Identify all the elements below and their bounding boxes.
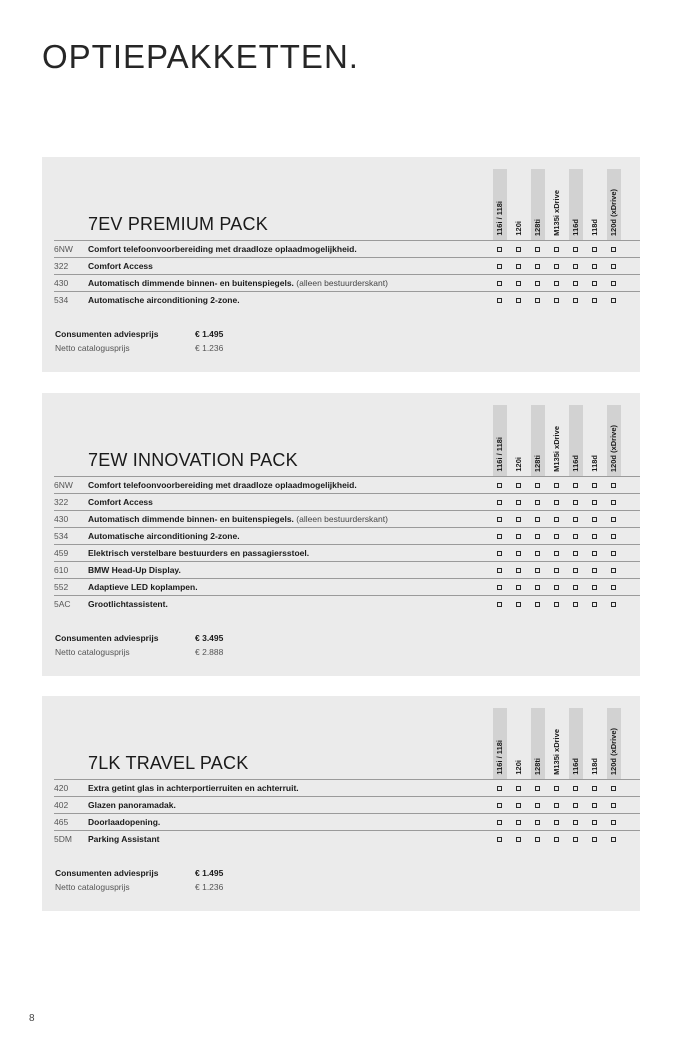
consumer-price-value: € 3.495 [195,633,224,643]
availability-box-116i-118i [497,837,502,842]
availability-box-m135i-xdrive [554,247,559,252]
model-column-120i [512,708,526,779]
availability-box-118d [592,786,597,791]
availability-box-116d [573,264,578,269]
availability-box-118d [592,820,597,825]
availability-box-118d [592,247,597,252]
availability-box-120d-xdrive [611,803,616,808]
option-description [88,582,198,592]
availability-box-120d-xdrive [611,298,616,303]
model-label: 116i / 118i [495,437,504,472]
model-column-116i-118i [493,405,507,476]
availability-box-116d [573,803,578,808]
net-price-label: Netto catalogusprijs [55,343,130,353]
option-code: 6NW [54,480,73,490]
model-column-128ti [531,708,545,779]
option-description-text: Adaptieve LED koplampen. [88,582,198,592]
availability-box-120d-xdrive [611,551,616,556]
availability-box-118d [592,551,597,556]
option-description-text: Comfort telefoonvoorbereiding met draadloze oplaadmogelijkheid. [88,244,357,254]
option-description [88,295,240,305]
option-code: 402 [54,800,69,810]
availability-box-116d [573,602,578,607]
availability-box-118d [592,264,597,269]
option-code: 552 [54,582,69,592]
option-code: 534 [54,295,69,305]
model-label: 120d (xDrive) [609,424,618,472]
availability-box-116i-118i [497,298,502,303]
availability-box-120i [516,517,521,522]
option-description [88,497,153,507]
availability-box-116i-118i [497,568,502,573]
consumer-price-label: Consumenten adviesprijs [55,633,159,643]
availability-box-m135i-xdrive [554,517,559,522]
pack-title: 7LK TRAVEL PACK [88,753,249,773]
option-description-text: Automatisch dimmende binnen- en buitenspiegels. [88,514,294,524]
option-row [54,527,640,544]
option-description [88,244,357,254]
option-description [88,531,240,541]
availability-box-120d-xdrive [611,247,616,252]
availability-box-m135i-xdrive [554,264,559,269]
availability-box-128ti [535,534,540,539]
option-description [88,278,388,288]
option-row [54,476,640,493]
model-column-116d [569,169,583,240]
net-price-label: Netto catalogusprijs [55,647,130,657]
model-label: M135i xDrive [552,426,561,472]
availability-box-120d-xdrive [611,820,616,825]
option-description-text: Grootlichtassistent. [88,599,168,609]
availability-box-118d [592,517,597,522]
page-title: OPTIEPAKKETTEN. [42,38,359,75]
option-row [54,595,640,612]
consumer-price-label: Consumenten adviesprijs [55,868,159,878]
availability-box-120d-xdrive [611,281,616,286]
availability-box-118d [592,602,597,607]
availability-box-120i [516,483,521,488]
model-label: 118d [590,455,599,472]
option-code: 6NW [54,244,73,254]
availability-box-120i [516,500,521,505]
option-code: 420 [54,783,69,793]
option-description-text: Doorlaadopening. [88,817,161,827]
availability-box-116d [573,298,578,303]
availability-box-116d [573,786,578,791]
availability-box-118d [592,837,597,842]
option-row [54,796,640,813]
availability-box-128ti [535,568,540,573]
availability-box-116d [573,837,578,842]
availability-box-116d [573,568,578,573]
option-description-text: Extra getint glas in achterportierruiten en achterruit. [88,783,299,793]
option-row [54,510,640,527]
availability-box-120i [516,820,521,825]
option-code: 430 [54,514,69,524]
availability-box-118d [592,500,597,505]
option-description-text: Parking Assistant [88,834,160,844]
consumer-price-value: € 1.495 [195,329,224,339]
availability-box-128ti [535,602,540,607]
option-row [54,493,640,510]
availability-box-120i [516,568,521,573]
option-code: 465 [54,817,69,827]
availability-box-116i-118i [497,281,502,286]
availability-box-120d-xdrive [611,568,616,573]
option-code: 459 [54,548,69,558]
model-column-120d-xdrive [607,405,621,476]
model-column-m135i-xdrive [550,708,564,779]
availability-box-120d-xdrive [611,534,616,539]
option-row [54,274,640,291]
availability-box-m135i-xdrive [554,483,559,488]
option-list [54,779,640,847]
availability-box-m135i-xdrive [554,585,559,590]
option-code: 322 [54,497,69,507]
option-description [88,834,160,844]
option-description-text: Automatische airconditioning 2-zone. [88,531,240,541]
model-label: 116i / 118i [495,201,504,236]
page-number: 8 [29,1013,35,1024]
pack-title: 7EV PREMIUM PACK [88,214,268,234]
option-row [54,578,640,595]
availability-box-116i-118i [497,820,502,825]
availability-box-m135i-xdrive [554,281,559,286]
availability-box-120d-xdrive [611,500,616,505]
availability-box-120d-xdrive [611,786,616,791]
option-description [88,599,168,609]
model-column-116i-118i [493,169,507,240]
option-code: 5AC [54,599,71,609]
model-label: 120i [514,457,523,472]
availability-box-116i-118i [497,247,502,252]
availability-box-116i-118i [497,551,502,556]
availability-box-116d [573,534,578,539]
availability-box-116i-118i [497,534,502,539]
availability-box-m135i-xdrive [554,534,559,539]
availability-box-120d-xdrive [611,517,616,522]
option-description-text: Elektrisch verstelbare bestuurders en passagiersstoel. [88,548,310,558]
availability-box-120i [516,837,521,842]
model-label: 120d (xDrive) [609,188,618,236]
consumer-price-label: Consumenten adviesprijs [55,329,159,339]
option-row [54,561,640,578]
availability-box-128ti [535,585,540,590]
availability-box-118d [592,281,597,286]
availability-box-120d-xdrive [611,585,616,590]
option-description-text: Comfort telefoonvoorbereiding met draadloze oplaadmogelijkheid. [88,480,357,490]
availability-box-128ti [535,803,540,808]
availability-box-120d-xdrive [611,837,616,842]
model-label: 128ti [533,757,542,775]
option-description [88,800,176,810]
availability-box-128ti [535,786,540,791]
availability-box-128ti [535,264,540,269]
availability-box-116d [573,281,578,286]
option-list [54,476,640,612]
option-code: 534 [54,531,69,541]
availability-box-128ti [535,500,540,505]
option-row [54,544,640,561]
availability-box-128ti [535,298,540,303]
availability-box-128ti [535,517,540,522]
model-label: 128ti [533,454,542,472]
model-column-120d-xdrive [607,169,621,240]
model-label: 116i / 118i [495,740,504,775]
availability-box-118d [592,568,597,573]
availability-box-116d [573,517,578,522]
model-label: 116d [571,758,580,775]
availability-box-116i-118i [497,264,502,269]
availability-box-116d [573,483,578,488]
option-description-text: Comfort Access [88,497,153,507]
availability-box-116i-118i [497,585,502,590]
net-price-value: € 1.236 [195,882,224,892]
availability-box-118d [592,483,597,488]
availability-box-118d [592,534,597,539]
availability-box-116i-118i [497,602,502,607]
model-column-128ti [531,169,545,240]
option-description-text: Comfort Access [88,261,153,271]
availability-box-118d [592,298,597,303]
availability-box-116i-118i [497,517,502,522]
availability-box-116d [573,551,578,556]
option-row [54,257,640,274]
availability-box-120i [516,534,521,539]
availability-box-118d [592,585,597,590]
model-label: 120i [514,760,523,775]
model-label: 116d [571,219,580,236]
option-note: (alleen bestuurderskant) [296,278,388,288]
availability-box-m135i-xdrive [554,298,559,303]
option-description [88,817,160,827]
availability-box-120i [516,247,521,252]
option-list [54,240,640,308]
availability-box-116d [573,585,578,590]
availability-box-120i [516,264,521,269]
model-label: M135i xDrive [552,190,561,236]
availability-box-120d-xdrive [611,483,616,488]
option-description [88,514,388,524]
option-description [88,548,309,558]
availability-box-128ti [535,483,540,488]
availability-box-m135i-xdrive [554,820,559,825]
availability-box-m135i-xdrive [554,803,559,808]
option-pack-7lk [42,696,640,911]
option-description-text: Automatische airconditioning 2-zone. [88,295,240,305]
option-pack-7ev [42,157,640,372]
option-description [88,565,181,575]
model-column-116i-118i [493,708,507,779]
availability-box-120i [516,551,521,556]
model-column-118d [588,405,602,476]
availability-box-120i [516,585,521,590]
availability-box-m135i-xdrive [554,551,559,556]
availability-box-116i-118i [497,483,502,488]
option-row [54,830,640,847]
net-price-label: Netto catalogusprijs [55,882,130,892]
model-column-120i [512,169,526,240]
option-row [54,291,640,308]
availability-box-m135i-xdrive [554,500,559,505]
net-price-value: € 2.888 [195,647,224,657]
option-row [54,813,640,830]
availability-box-118d [592,803,597,808]
consumer-price-value: € 1.495 [195,868,224,878]
option-description [88,783,299,793]
availability-box-m135i-xdrive [554,568,559,573]
model-label: 128ti [533,218,542,236]
option-code: 430 [54,278,69,288]
option-code: 610 [54,565,69,575]
model-label: 118d [590,219,599,236]
net-price-value: € 1.236 [195,343,224,353]
availability-box-116i-118i [497,803,502,808]
model-label: 116d [571,455,580,472]
option-note: (alleen bestuurderskant) [296,514,388,524]
option-description-text: Automatisch dimmende binnen- en buitenspiegels. [88,278,294,288]
availability-box-120d-xdrive [611,602,616,607]
option-description [88,261,153,271]
model-column-116d [569,708,583,779]
availability-box-120i [516,298,521,303]
option-pack-7ew [42,393,640,676]
model-column-116d [569,405,583,476]
availability-box-128ti [535,837,540,842]
option-description-text: Glazen panoramadak. [88,800,176,810]
availability-box-116i-118i [497,500,502,505]
pack-title: 7EW INNOVATION PACK [88,450,298,470]
availability-box-128ti [535,551,540,556]
availability-box-120i [516,602,521,607]
model-label: 120d (xDrive) [609,727,618,775]
model-column-120d-xdrive [607,708,621,779]
model-column-m135i-xdrive [550,169,564,240]
availability-box-116d [573,247,578,252]
availability-box-128ti [535,281,540,286]
option-description-text: BMW Head-Up Display. [88,565,181,575]
model-column-128ti [531,405,545,476]
availability-box-m135i-xdrive [554,602,559,607]
availability-box-120i [516,281,521,286]
option-row [54,240,640,257]
model-column-118d [588,708,602,779]
availability-box-m135i-xdrive [554,837,559,842]
option-description [88,480,357,490]
availability-box-116d [573,820,578,825]
model-label: 120i [514,221,523,236]
availability-box-m135i-xdrive [554,786,559,791]
model-column-118d [588,169,602,240]
option-code: 322 [54,261,69,271]
model-column-120i [512,405,526,476]
model-column-m135i-xdrive [550,405,564,476]
option-code: 5DM [54,834,72,844]
availability-box-120i [516,803,521,808]
availability-box-116i-118i [497,786,502,791]
availability-box-116d [573,500,578,505]
availability-box-120d-xdrive [611,264,616,269]
availability-box-128ti [535,820,540,825]
option-row [54,779,640,796]
model-label: 118d [590,758,599,775]
model-label: M135i xDrive [552,729,561,775]
availability-box-120i [516,786,521,791]
availability-box-128ti [535,247,540,252]
